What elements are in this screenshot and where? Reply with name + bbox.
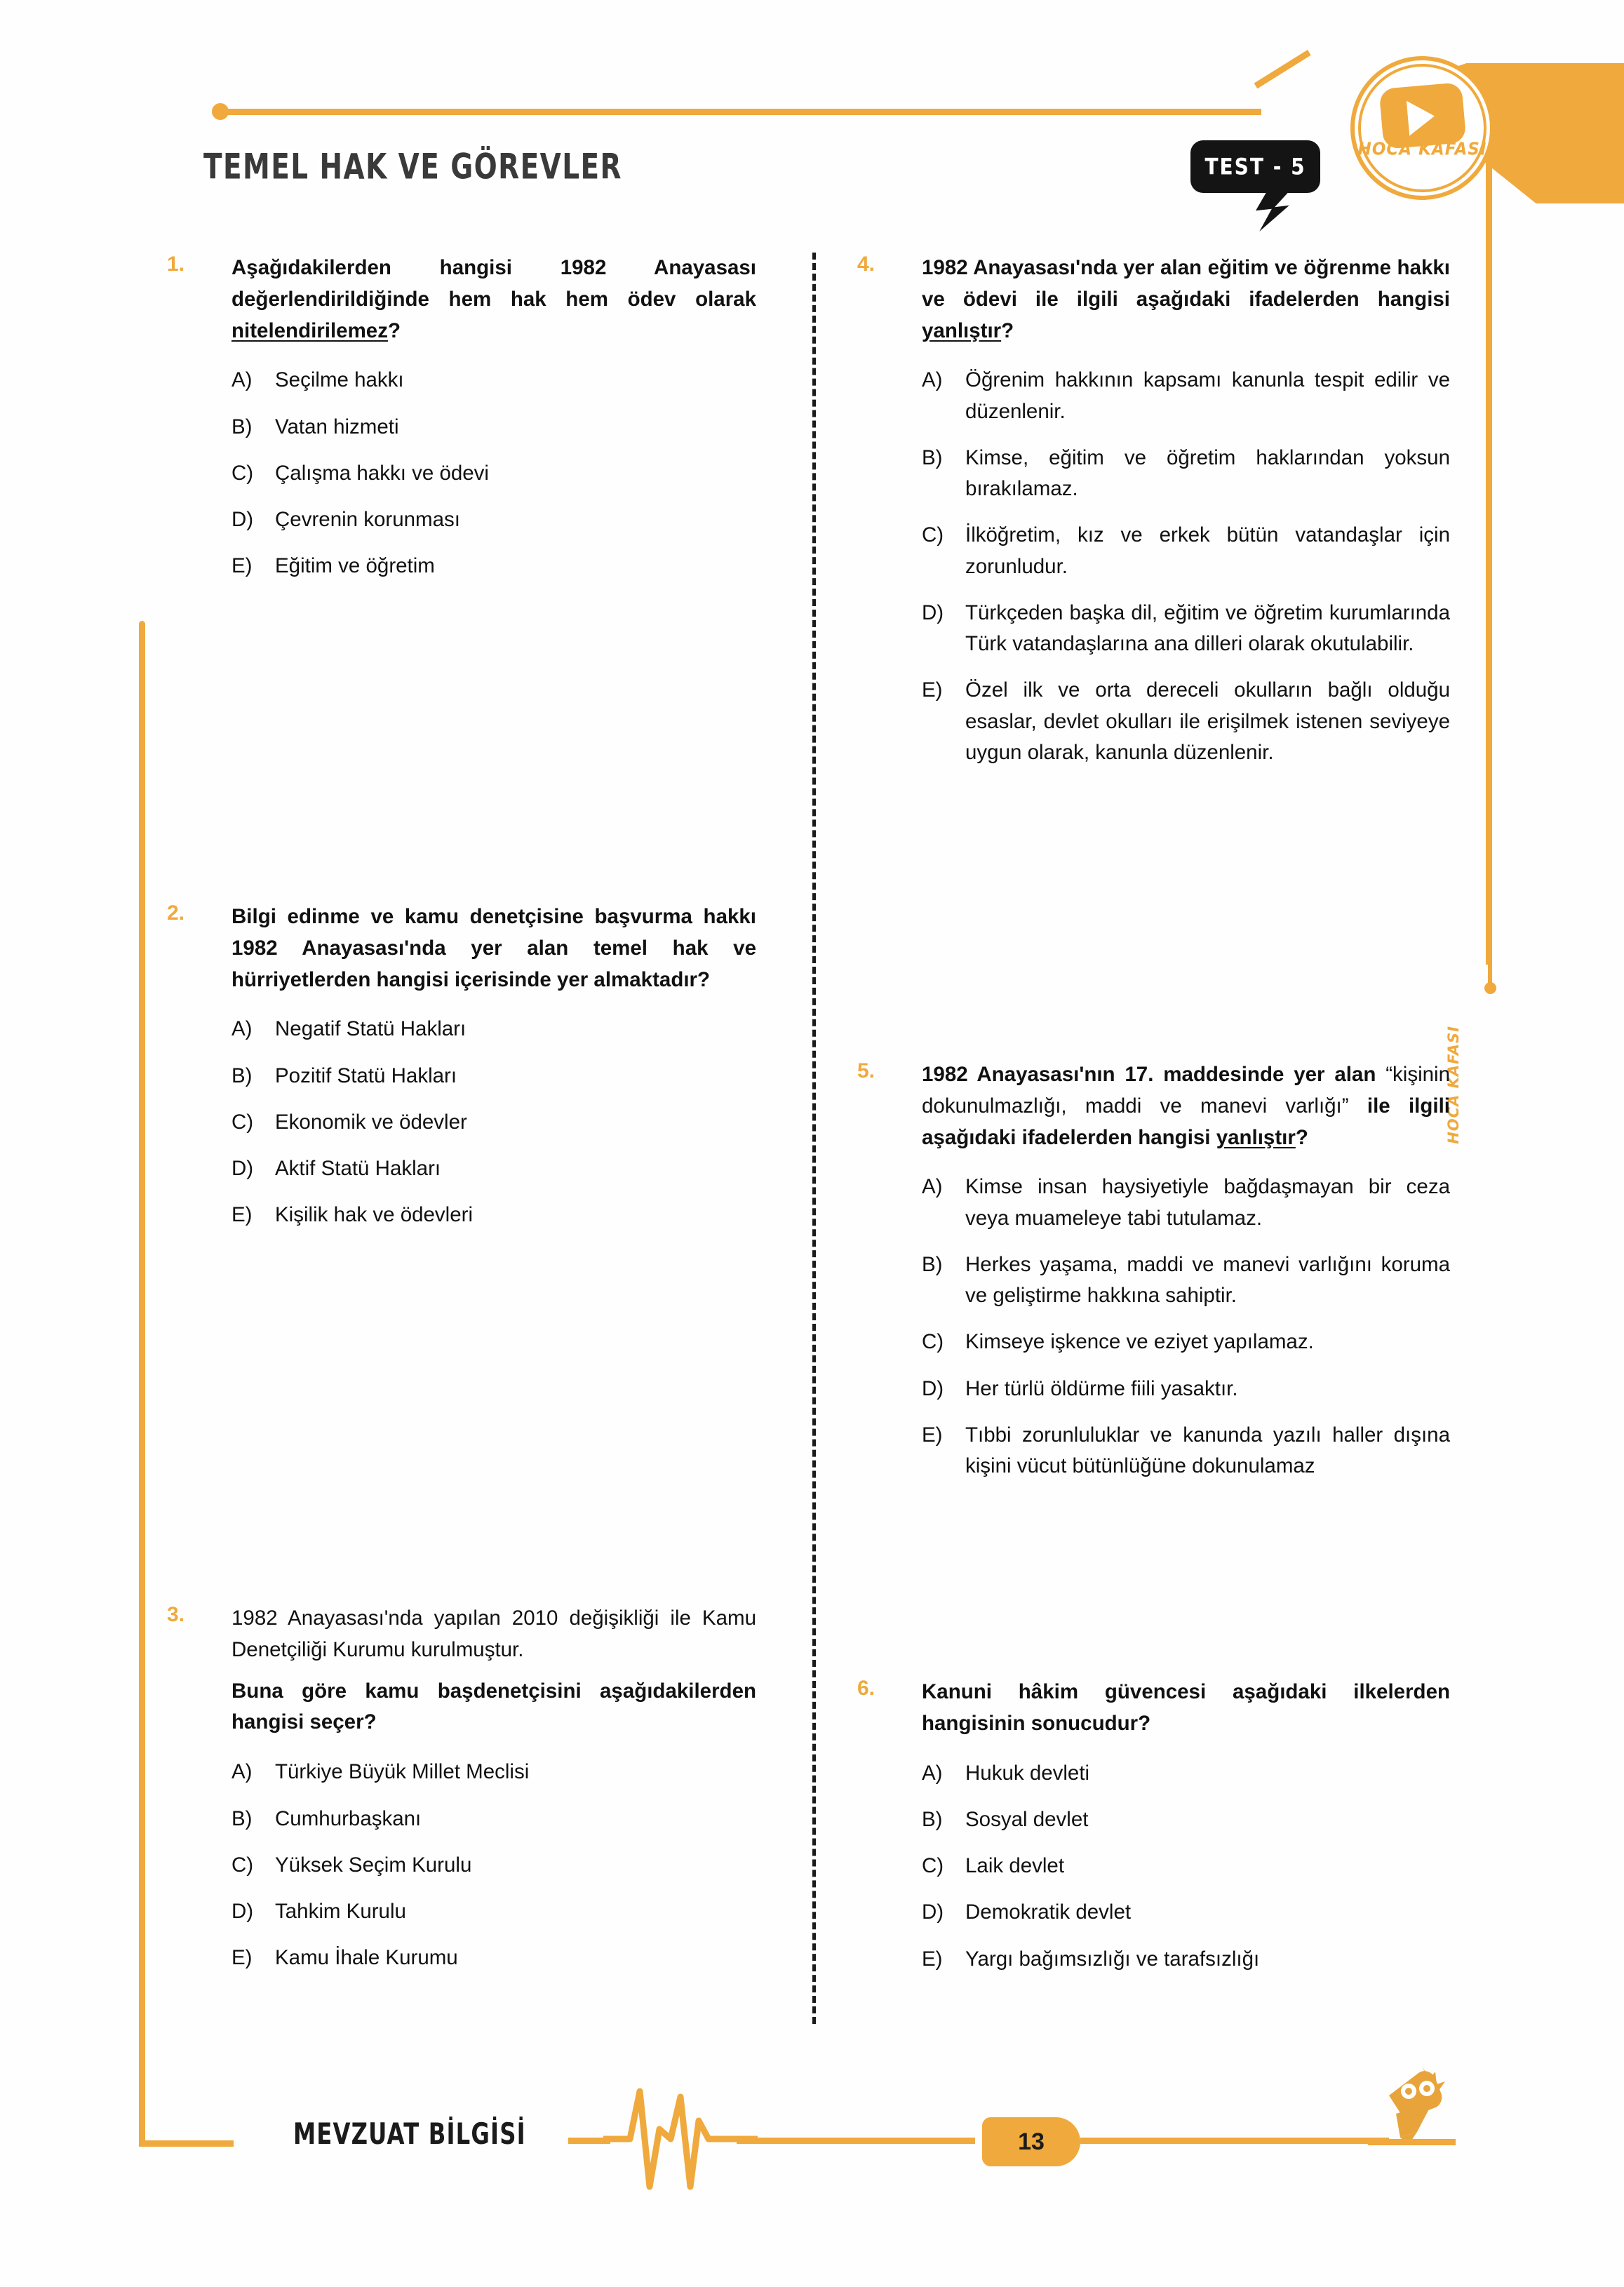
option-text: Demokratik devlet [965,1900,1132,1924]
emphasis-underlined: nitelendirilemez [231,318,388,342]
question-5 [857,1059,1450,1482]
option-row[interactable] [231,1153,756,1184]
option-key: B) [231,1806,253,1830]
watermark-label: HOCA KAFASI [1445,1026,1462,1144]
option-key: D) [231,508,254,532]
hoca-kafasi-logo [1350,56,1494,200]
option-text: İlköğretim, kız ve erkek bütün vatandaşlar için zorunludur. [965,523,1450,578]
play-triangle-icon [1407,98,1436,135]
watermark-dot-icon [1484,982,1496,994]
option-key: E) [231,554,253,578]
footer-rule-mid [737,2138,975,2144]
option-key: D) [231,1157,254,1181]
option-text: Türkiye Büyük Millet Meclisi [275,1760,530,1784]
emphasis-underlined: yanlıştır [1216,1125,1296,1149]
stem-text: ? [1295,1125,1308,1149]
option-text: Cumhurbaşkanı [275,1806,422,1830]
logo-label: HOCA KAFASI [1357,139,1487,160]
question-number: 6. [857,1677,875,1700]
question-number: 3. [167,1603,185,1626]
stem-text: ? [387,318,401,342]
option-row[interactable] [231,1943,756,1973]
option-text: Çevrenin korunması [275,508,460,532]
option-key: D) [231,1900,254,1924]
option-row[interactable] [231,412,756,443]
option-row[interactable] [922,1804,1450,1835]
option-text: Eğitim ve öğretim [275,554,435,578]
option-key: C) [231,1853,254,1877]
option-row[interactable] [231,1804,756,1835]
option-key: C) [922,1854,944,1878]
option-text: Öğrenim hakkının kapsamı kanunla tespit edilir ve düzenlenir. [965,368,1450,423]
option-text: Aktif Statü Hakları [275,1157,441,1181]
option-row[interactable] [922,1944,1450,1975]
option-key: D) [922,1900,944,1924]
option-row[interactable] [922,1172,1450,1234]
stem-text: ile ilgili aşağıdaki ifadelerden hangisi [922,1094,1450,1149]
question-2 [167,901,756,1231]
option-row[interactable] [922,1758,1450,1789]
option-list [231,1014,756,1230]
question-stem [231,1603,756,1666]
test-badge [1190,140,1320,193]
option-row[interactable] [922,1374,1450,1404]
option-list [231,1757,756,1973]
stem-text: Aşağıdakilerden hangisi 1982 Anayasası değerlendirildiğinde hem hak hem ödev olarak [231,256,756,311]
option-text: Kimseye işkence ve eziyet yapılamaz. [965,1330,1314,1354]
option-key: E) [231,1946,253,1970]
option-row[interactable] [922,675,1450,768]
option-row[interactable] [231,1896,756,1927]
stem-text: ? [1001,318,1014,342]
option-text: Vatan hizmeti [275,415,399,438]
option-text: Herkes yaşama, maddi ve manevi varlığını koruma ve geliştirme hakkına sahiptir. [965,1252,1450,1308]
option-row[interactable] [922,1851,1450,1882]
option-key: D) [922,601,944,624]
question-4 [857,253,1450,768]
option-key: B) [231,415,253,438]
option-row[interactable] [231,1850,756,1881]
option-key: B) [922,1807,943,1831]
option-text: Kimse insan haysiyetiyle bağdaşmayan bir ceza veya muameleye tabi tutulamaz. [965,1175,1450,1230]
stem-text: 1982 Anayasası'nda yer alan eğitim ve öğrenme hakkı ve ödevi ile ilgili aşağıdaki ifadelerden hangisi [922,256,1450,311]
question-stem [922,1059,1450,1153]
page-number: 13 [1018,2128,1045,2155]
option-row[interactable] [922,520,1450,582]
option-key: C) [922,523,944,547]
option-text: Tahkim Kurulu [275,1900,406,1924]
right-rule [1486,161,1492,965]
stem-text: “kişinin dokunulmazlığı, maddi ve manevi varlığı” [922,1063,1450,1118]
pencil-mascot-icon [1368,2059,1456,2147]
option-text: Özel ilk ve orta dereceli okulların bağlı olduğu esaslar, devlet okulları ile erişilmek istenen seviyeye uygun olarak, kanunla düzenlenir. [965,678,1450,764]
top-rule-jog [1254,50,1311,88]
option-text: Kamu İhale Kurumu [275,1946,458,1970]
stem-text: Buna göre kamu başdenetçisini aşağıdakilerden hangisi seçer? [231,1679,756,1734]
option-key: E) [231,1203,253,1227]
option-row[interactable] [922,443,1450,505]
option-text: Hukuk devleti [965,1761,1090,1785]
option-key: E) [922,678,943,702]
option-key: A) [231,368,253,392]
option-key: A) [231,1760,253,1784]
emphasis-underlined: yanlıştır [922,318,1002,342]
option-row[interactable] [231,1014,756,1045]
option-row[interactable] [231,365,756,396]
option-row[interactable] [922,598,1450,660]
option-list [231,365,756,582]
option-key: B) [922,445,943,469]
option-key: D) [922,1376,944,1400]
top-rule-dot [212,103,229,120]
option-text: Kişilik hak ve ödevleri [275,1203,474,1227]
option-text: Negatif Statü Hakları [275,1017,467,1041]
option-key: B) [922,1252,943,1276]
test-badge-label: TEST - 5 [1204,153,1306,180]
option-text: Pozitif Statü Hakları [275,1064,457,1087]
option-key: C) [231,1110,254,1134]
option-text: Seçilme hakkı [275,368,404,392]
option-list [922,1758,1450,1975]
question-number: 2. [167,901,185,925]
question-stem [231,253,756,347]
option-text: Her türlü öldürme fiili yasaktır. [965,1376,1238,1400]
option-row[interactable] [231,504,756,535]
option-row[interactable] [231,458,756,489]
option-row[interactable] [922,1249,1450,1312]
option-key: B) [231,1064,253,1087]
page-title: TEMEL HAK VE GÖREVLER [203,146,622,187]
question-stem [231,901,756,995]
option-row[interactable] [231,1107,756,1138]
option-key: A) [922,368,943,392]
stem-text: Kanuni hâkim güvencesi aşağıdaki ilkelerden hangisinin sonucudur? [922,1680,1450,1735]
option-list [922,1172,1450,1482]
option-key: C) [922,1330,944,1354]
option-text: Türkçeden başka dil, eğitim ve öğretim kurumlarında Türk vatandaşlarına ana dilleri olarak okutulabilir. [965,601,1450,656]
option-row[interactable] [231,551,756,582]
footer-subject: MEVZUAT BİLGİSİ [293,2117,526,2152]
option-key: E) [922,1947,943,1971]
option-text: Ekonomik ve ödevler [275,1110,467,1134]
question-stem [922,253,1450,347]
option-row[interactable] [922,1897,1450,1928]
option-key: C) [231,461,254,485]
bottom-left-rule [139,2140,234,2147]
stem-text: 1982 Anayasası'nda yapılan 2010 değişikliği ile Kamu Denetçiliği Kurumu kurulmuştur. [231,1607,756,1661]
column-divider [812,253,816,2024]
page-number-badge [982,2117,1080,2166]
option-key: A) [922,1761,943,1785]
option-list [922,365,1450,768]
question-stem [231,1676,756,1739]
option-row[interactable] [231,1200,756,1230]
option-row[interactable] [922,365,1450,427]
option-row[interactable] [922,1420,1450,1482]
question-3 [167,1603,756,1974]
top-rule [223,109,1261,115]
stem-text: Bilgi edinme ve kamu denetçisine başvurma hakkı 1982 Anayasası'nda yer alan temel hak ve hürriyetlerden hangisi içerisinde yer almaktadır? [231,905,756,991]
option-key: A) [922,1175,943,1199]
question-1 [167,253,756,582]
option-row[interactable] [922,1327,1450,1357]
heartbeat-icon [603,2087,758,2192]
question-number: 4. [857,253,875,276]
option-key: E) [922,1423,943,1447]
option-text: Yüksek Seçim Kurulu [275,1853,472,1877]
stem-text: 1982 Anayasası'nın 17. maddesinde yer alan [922,1063,1386,1086]
lightning-tail-icon [1256,188,1292,232]
question-number: 1. [167,253,185,276]
option-row[interactable] [231,1061,756,1092]
option-text: Laik devlet [965,1854,1065,1878]
question-stem [922,1677,1450,1740]
option-text: Sosyal devlet [965,1807,1089,1831]
option-text: Kimse, eğitim ve öğretim haklarından yoksun bırakılamaz. [965,445,1450,501]
question-number: 5. [857,1059,875,1082]
footer-rule-right [1080,2138,1389,2144]
option-text: Çalışma hakkı ve ödevi [275,461,489,485]
option-key: A) [231,1017,253,1041]
option-text: Tıbbi zorunluluklar ve kanunda yazılı haller dışına kişini vücut bütünlüğüne dokunulamaz [965,1423,1450,1478]
left-rule [139,621,145,2147]
question-6 [857,1677,1450,1975]
option-row[interactable] [231,1757,756,1788]
option-text: Yargı bağımsızlığı ve tarafsızlığı [965,1947,1260,1971]
